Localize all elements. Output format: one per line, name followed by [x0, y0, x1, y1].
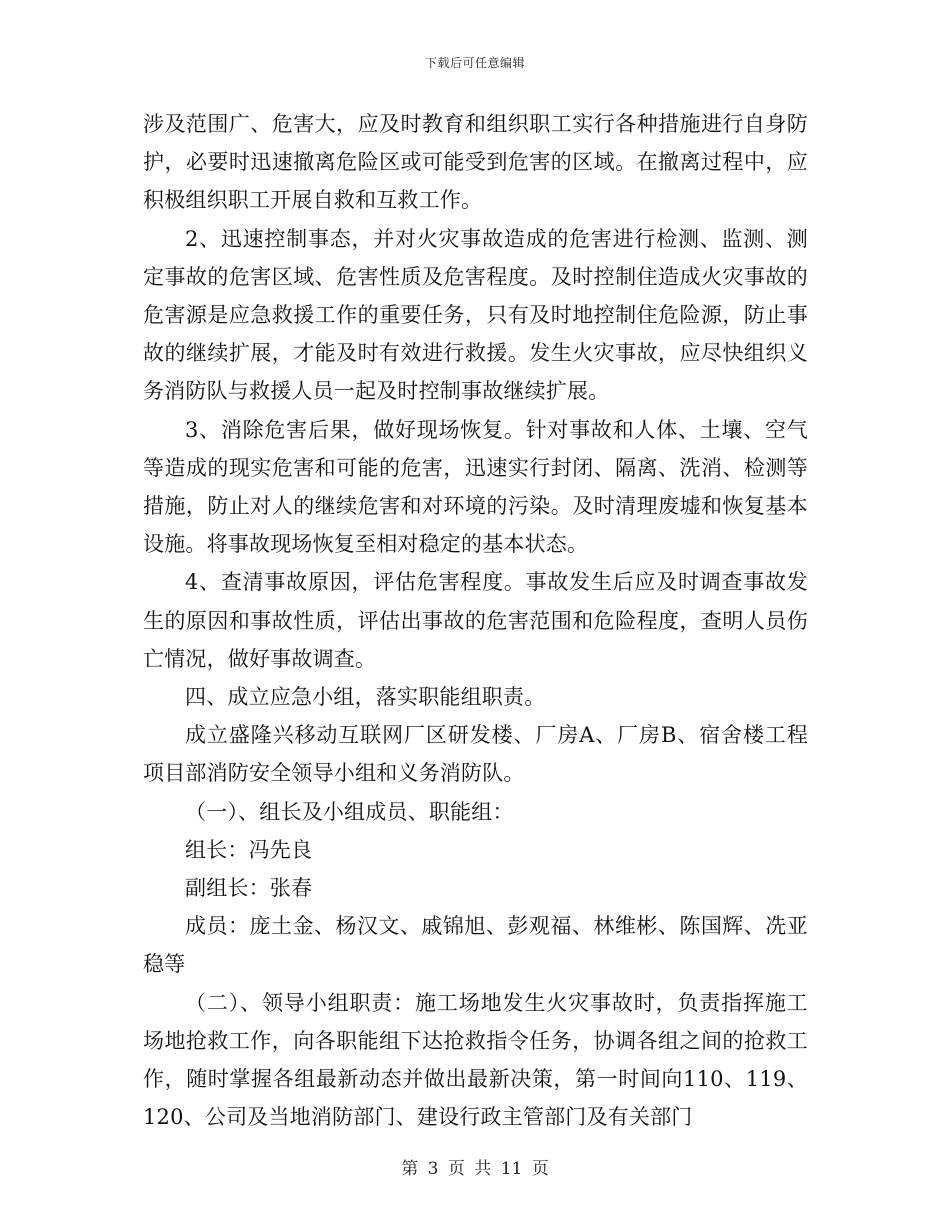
subsection-heading-1: （一）、组长及小组成员、职能组：	[185, 799, 514, 824]
paragraph-6: 成立盛隆兴移动互联网厂区研发楼、厂房A、厂房B、宿舍楼工程项目部消防安全领导小组和义务消防队。	[143, 723, 808, 786]
leader-line: 组长：冯先良	[185, 837, 313, 862]
paragraph-1: 涉及范围广、危害大，应及时教育和组织职工实行各种措施进行自身防护，必要时迅速撤离危险区或可能受到危害的区域。在撤离过程中，应积极组织职工开展自救和互救工作。	[143, 112, 808, 213]
deputy-leader-line: 副组长：张春	[185, 876, 313, 901]
paragraph-2: 2、迅速控制事态，并对火灾事故造成的危害进行检测、监测、测定事故的危害区域、危害性质及危害程度。及时控制住造成火灾事故的危害源是应急救援工作的重要任务，只有及时地控制住危险源，防止事故的继续扩展，才能及时有效进行救援。发生火灾事故，应尽快组织义务消防队与救援人员一起及时控制事故继续扩展。	[143, 226, 808, 404]
paragraph-11: （二）、领导小组职责：施工场地发生火灾事故时，负责指挥施工场地抢救工作，向各职能组下达抢救指令任务，协调各组之间的抢救工作，随时掌握各组最新动态并做出最新决策，第一时间向110、119、120、公司及当地消防部门、建设行政主管部门及有关部门	[143, 990, 808, 1130]
document-body	[143, 105, 808, 1136]
page-header: 下载后可任意编辑	[424, 56, 525, 70]
page-footer: 第 3 页 共 11 页	[401, 1159, 549, 1179]
members-line: 成员：庞土金、杨汉文、戚锦旭、彭观福、林维彬、陈国辉、冼亚稳等	[143, 914, 808, 977]
section-heading: 四、成立应急小组，落实职能组职责。	[185, 685, 546, 710]
paragraph-4: 4、查清事故原因，评估危害程度。事故发生后应及时调查事故发生的原因和事故性质，评估出事故的危害范围和危险程度，查明人员伤亡情况，做好事故调查。	[143, 570, 808, 671]
paragraph-3: 3、消除危害后果，做好现场恢复。针对事故和人体、土壤、空气等造成的现实危害和可能的危害，迅速实行封闭、隔离、洗消、检测等措施，防止对人的继续危害和对环境的污染。及时清理废墟和恢复基本设施。将事故现场恢复至相对稳定的基本状态。	[143, 417, 808, 557]
